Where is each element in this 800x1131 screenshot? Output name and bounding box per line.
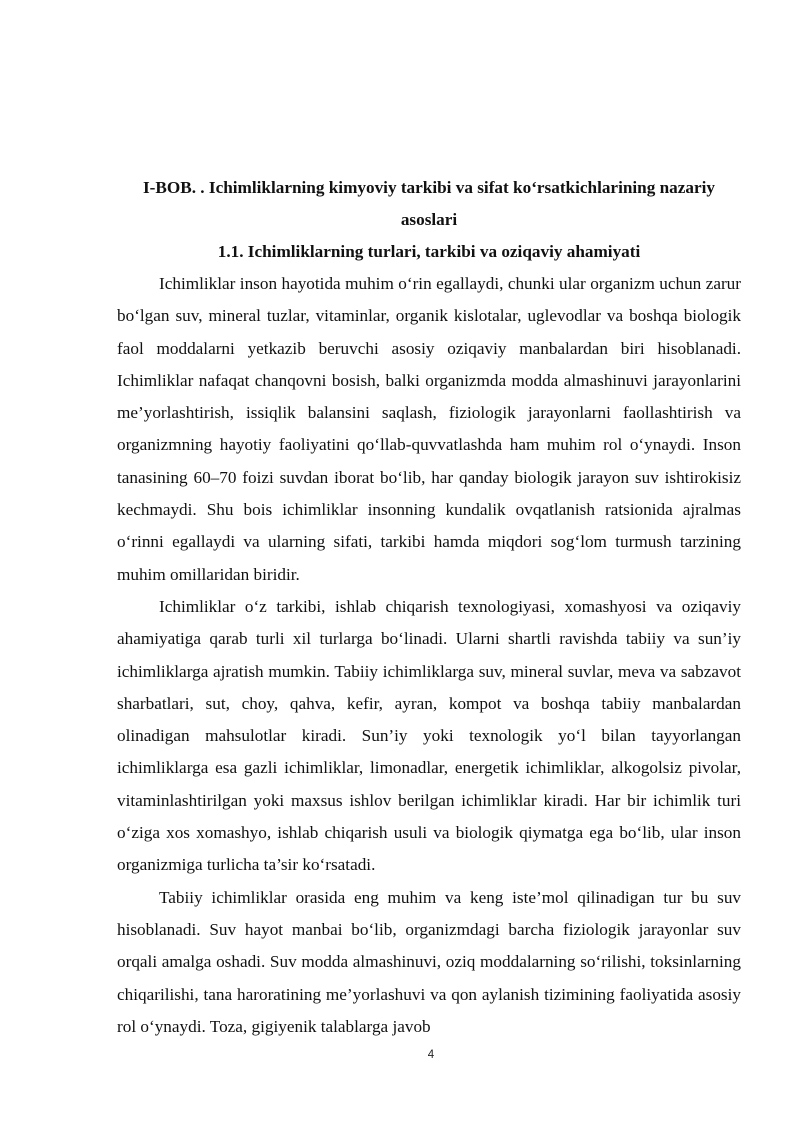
paragraph: Tabiiy ichimliklar orasida eng muhim va keng iste’mol qilinadigan tur bu suv hisoblanadi. Suv hayot manbai bo‘lib, organizmdagi barcha fiziologik jarayonlar suv orqali amalga oshadi. Suv modda almashinuvi, oziq moddalarning so‘rilishi, toksinlarning chiqarilishi, tana haroratining me’yorlashuvi va qon aylanish tizimining faoliyatida asosiy rol o‘ynaydi. Toza, gigiyenik talablarga javob	[117, 887, 741, 1036]
section-title: 1.1. Ichimliklarning turlari, tarkibi va oziqaviy ahamiyati	[217, 242, 641, 261]
page-number: 4	[427, 1049, 435, 1061]
paragraph: Ichimliklar o‘z tarkibi, ishlab chiqarish texnologiyasi, xomashyosi va oziqaviy ahamiyatiga qarab turli xil turlarga bo‘linadi. Ularni shartli ravishda tabiiy va sun’iy ichimliklarga ajratish mumkin. Tabiiy ichimliklarga suv, mineral suvlar, meva va sabzavot sharbatlari, sut, choy, qahva, kefir, ayran, kompot va boshqa tabiiy manbalardan olinadigan mahsulotlar kiradi. Sun’iy yoki texnologik yo‘l bilan tayyorlangan ichimliklarga esa gazli ichimliklar, limonadlar, energetik ichimliklar, alkogolsiz pivolar, vitaminlashtirilgan yoki maxsus ishlov berilgan ichimliklar kiradi. Har bir ichimlik turi o‘ziga xos xomashyo, ishlab chiqarish usuli va biologik qiymatga ega bo‘lib, ular inson organizmiga turlicha ta’sir ko‘rsatadi.	[117, 596, 741, 875]
page-content	[117, 172, 741, 1043]
paragraph: Ichimliklar inson hayotida muhim o‘rin egallaydi, chunki ular organizm uchun zarur bo‘lgan suv, mineral tuzlar, vitaminlar, organik kislotalar, uglevodlar va boshqa biologik faol moddalarni yetkazib beruvchi asosiy oziqaviy manbalardan biri hisoblanadi. Ichimliklar nafaqat chanqovni bosish, balki organizmda modda almashinuvi jarayonlarini me’yorlashtirish, issiqlik balansini saqlash, fiziologik jarayonlarni faollashtirish va organizmning hayotiy faoliyatini qo‘llab-quvvatlashda ham muhim rol o‘ynaydi. Inson tanasining 60–70 foizi suvdan iborat bo‘lib, har qanday biologik jarayon suv ishtirokisiz kechmaydi. Shu bois ichimliklar insonning kundalik ovqatlanish ratsionida ajralmas o‘rinni egallaydi va ularning sifati, tarkibi hamda miqdori sog‘lom turmush tarzining muhim omillaridan biridir.	[117, 274, 741, 584]
chapter-title: I-BOB. . Ichimliklarning kimyoviy tarkibi va sifat ko‘rsatkichlarining nazariy asoslari	[142, 178, 715, 229]
